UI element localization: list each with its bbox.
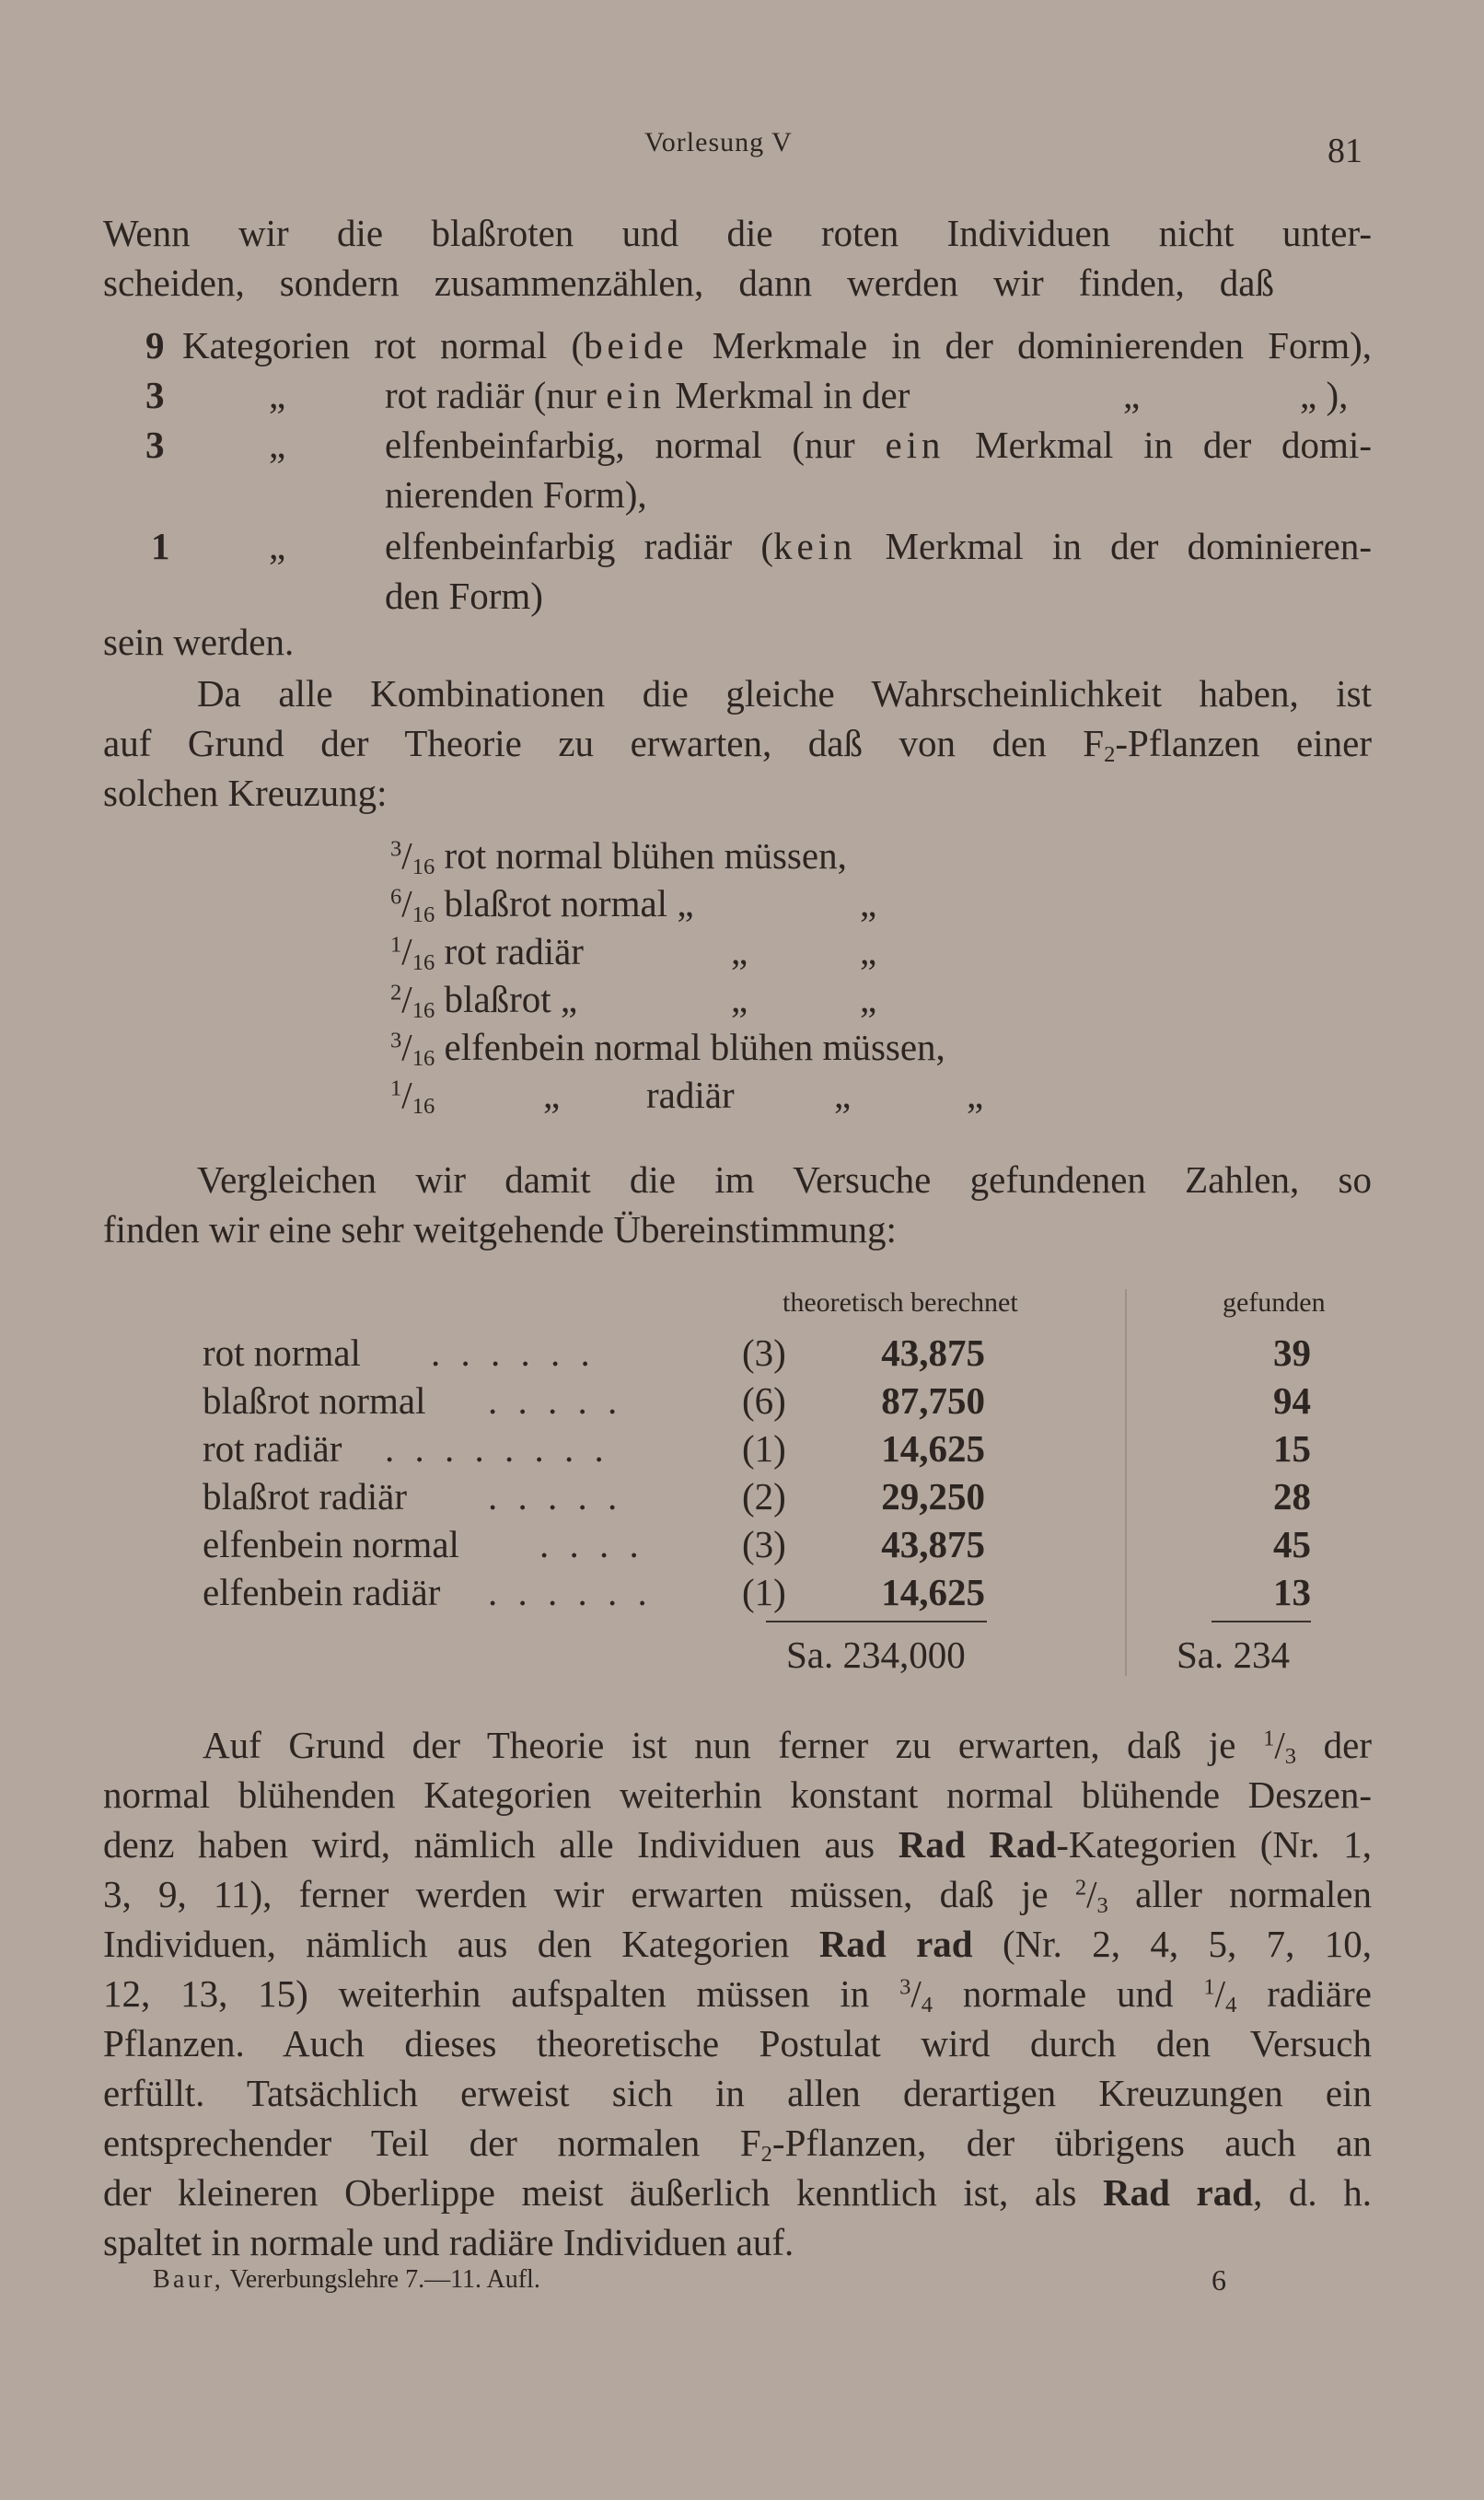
fraction-item: $^2/_{16}$ blaßrot „ xyxy=(390,978,578,1024)
paragraph-line: erfüllt. Tatsächlich erweist sich in allen derartigen Kreuzungen ein xyxy=(103,2072,1372,2114)
signature-mark: 6 xyxy=(1212,2263,1226,2297)
paragraph-line: auf Grund der Theorie zu erwarten, daß von den $F_2$-Pflanzen einer xyxy=(103,722,1372,768)
fraction-item: $^1/_{16}$ rot radiär xyxy=(390,930,584,976)
ditto-mark: „ xyxy=(269,374,286,416)
fraction-item: $^1/_{16}$ xyxy=(390,1074,435,1120)
paragraph-line: spaltet in normale und radiäre Individuen auf. xyxy=(103,2221,794,2263)
table-row-theory: 29,250 xyxy=(881,1475,985,1517)
paragraph-line: Da alle Kombinationen die gleiche Wahrscheinlichkeit haben, ist xyxy=(197,672,1372,715)
fraction-item-text: radiär xyxy=(646,1074,735,1116)
category-count: 1 xyxy=(151,525,170,567)
ditto-mark: „ ), xyxy=(1300,374,1349,416)
ditto-mark: „ xyxy=(543,1074,561,1116)
paragraph-line: solchen Kreuzung: xyxy=(103,772,388,814)
leader-dots: . . . . . xyxy=(488,1379,623,1422)
table-row-theory: 87,750 xyxy=(881,1379,985,1422)
table-row-label: elfenbein normal xyxy=(203,1523,459,1565)
fraction-item: $^3/_{16}$ elfenbein normal blühen müssen, xyxy=(390,1026,945,1072)
ditto-mark: „ xyxy=(269,424,286,466)
leader-dots: . . . . . . . . xyxy=(385,1427,609,1470)
ditto-mark: „ xyxy=(731,930,748,972)
leader-dots: . . . . . xyxy=(488,1475,623,1517)
table-row-found: 45 xyxy=(1273,1523,1311,1565)
table-row-theory: 43,875 xyxy=(881,1523,985,1565)
category-desc: Kategorien rot normal (beide Merkmale in der dominierenden Form), xyxy=(182,324,1372,366)
table-row-ratio: (3) xyxy=(742,1523,786,1565)
table-sum-theory: Sa. 234,000 xyxy=(786,1634,966,1676)
category-desc: elfenbeinfarbig radiär (kein Merkmal in der dominieren- xyxy=(385,525,1373,567)
ditto-mark: „ xyxy=(269,525,286,567)
table-row-theory: 43,875 xyxy=(881,1331,985,1374)
table-sum-found: Sa. 234 xyxy=(1177,1634,1290,1676)
table-header-theory: theoretisch berechnet xyxy=(783,1287,1018,1318)
fraction-item: $^3/_{16}$ rot normal blühen müssen, xyxy=(390,834,847,880)
running-title: Vorlesung V xyxy=(644,127,793,157)
column-divider xyxy=(1125,1289,1127,1676)
paragraph-line: scheiden, sondern zusammenzählen, dann werden wir finden, daß xyxy=(103,262,1274,304)
table-row-ratio: (6) xyxy=(742,1379,786,1422)
ditto-mark: „ xyxy=(860,978,877,1020)
table-row-found: 15 xyxy=(1273,1427,1311,1470)
ditto-mark: „ xyxy=(860,930,877,972)
page-number: 81 xyxy=(1327,132,1362,170)
paragraph-line: Vergleichen wir damit die im Versuche gefundenen Zahlen, so xyxy=(197,1158,1372,1201)
category-count: 3 xyxy=(145,424,165,466)
ditto-mark: „ xyxy=(1123,374,1141,416)
paragraph-line: entsprechender Teil der normalen $F_2$-Pflanzen, der übrigens auch an xyxy=(103,2122,1372,2168)
table-row-label: rot normal xyxy=(203,1331,361,1374)
category-count: 3 xyxy=(145,374,165,416)
paragraph-line: Pflanzen. Auch dieses theoretische Postulat wird durch den Versuch xyxy=(103,2022,1372,2064)
table-row-theory: 14,625 xyxy=(881,1427,985,1470)
table-row-found: 28 xyxy=(1273,1475,1311,1517)
sum-rule-theory xyxy=(766,1621,987,1622)
table-row-label: blaßrot normal xyxy=(203,1379,426,1422)
paragraph-line: denz haben wird, nämlich alle Individuen aus Rad Rad-Kategorien (Nr. 1, xyxy=(103,1823,1373,1866)
category-desc-continued: nierenden Form), xyxy=(385,473,647,516)
footer-citation: Baur, Vererbungslehre 7.—11. Aufl. xyxy=(153,2265,540,2294)
table-row-ratio: (1) xyxy=(742,1571,786,1613)
paragraph-line: 3, 9, 11), ferner werden wir erwarten müssen, daß je $^2/_3$ aller normalen xyxy=(103,1873,1372,1919)
paragraph-line: sein werden. xyxy=(103,621,295,663)
paragraph-line: Auf Grund der Theorie ist nun ferner zu erwarten, daß je $^1/_3$ der xyxy=(203,1724,1372,1770)
paragraph-line: finden wir eine sehr weitgehende Übereinstimmung: xyxy=(103,1208,897,1250)
ditto-mark: „ xyxy=(860,882,877,924)
table-row-label: blaßrot radiär xyxy=(203,1475,407,1517)
leader-dots: . . . . . . xyxy=(488,1571,653,1613)
table-row-label: rot radiär xyxy=(203,1427,342,1470)
sum-rule-found xyxy=(1212,1621,1311,1622)
category-count: 9 xyxy=(145,324,165,366)
fraction-item: $^6/_{16}$ blaßrot normal „ xyxy=(390,882,694,928)
ditto-mark: „ xyxy=(834,1074,852,1116)
category-desc: rot radiär (nur ein Merkmal in der xyxy=(385,374,910,416)
table-row-ratio: (1) xyxy=(742,1427,786,1470)
table-row-ratio: (2) xyxy=(742,1475,786,1517)
table-row-found: 13 xyxy=(1273,1571,1311,1613)
category-desc: elfenbeinfarbig, normal (nur ein Merkmal in der domi- xyxy=(385,424,1372,466)
paragraph-line: Individuen, nämlich aus den Kategorien Rad rad (Nr. 2, 4, 5, 7, 10, xyxy=(103,1923,1372,1965)
table-row-found: 39 xyxy=(1273,1331,1311,1374)
leader-dots: . . . . . . xyxy=(431,1331,596,1374)
paragraph-line: Wenn wir die blaßroten und die roten Individuen nicht unter- xyxy=(103,212,1372,254)
paragraph-line: 12, 13, 15) weiterhin aufspalten müssen in $^3/_4$ normale und $^1/_4$ radiäre xyxy=(103,1972,1372,2018)
ditto-mark: „ xyxy=(731,978,748,1020)
paragraph-line: normal blühenden Kategorien weiterhin konstant normal blühende Deszen- xyxy=(103,1773,1372,1816)
paragraph-line: der kleineren Oberlippe meist äußerlich kenntlich ist, als Rad rad, d. h. xyxy=(103,2171,1373,2214)
category-desc-continued: den Form) xyxy=(385,575,543,617)
table-header-found: gefunden xyxy=(1223,1287,1326,1318)
leader-dots: . . . . xyxy=(539,1523,644,1565)
ditto-mark: „ xyxy=(967,1074,984,1116)
table-row-found: 94 xyxy=(1273,1379,1311,1422)
table-row-ratio: (3) xyxy=(742,1331,786,1374)
table-row-theory: 14,625 xyxy=(881,1571,985,1613)
table-row-label: elfenbein radiär xyxy=(203,1571,441,1613)
